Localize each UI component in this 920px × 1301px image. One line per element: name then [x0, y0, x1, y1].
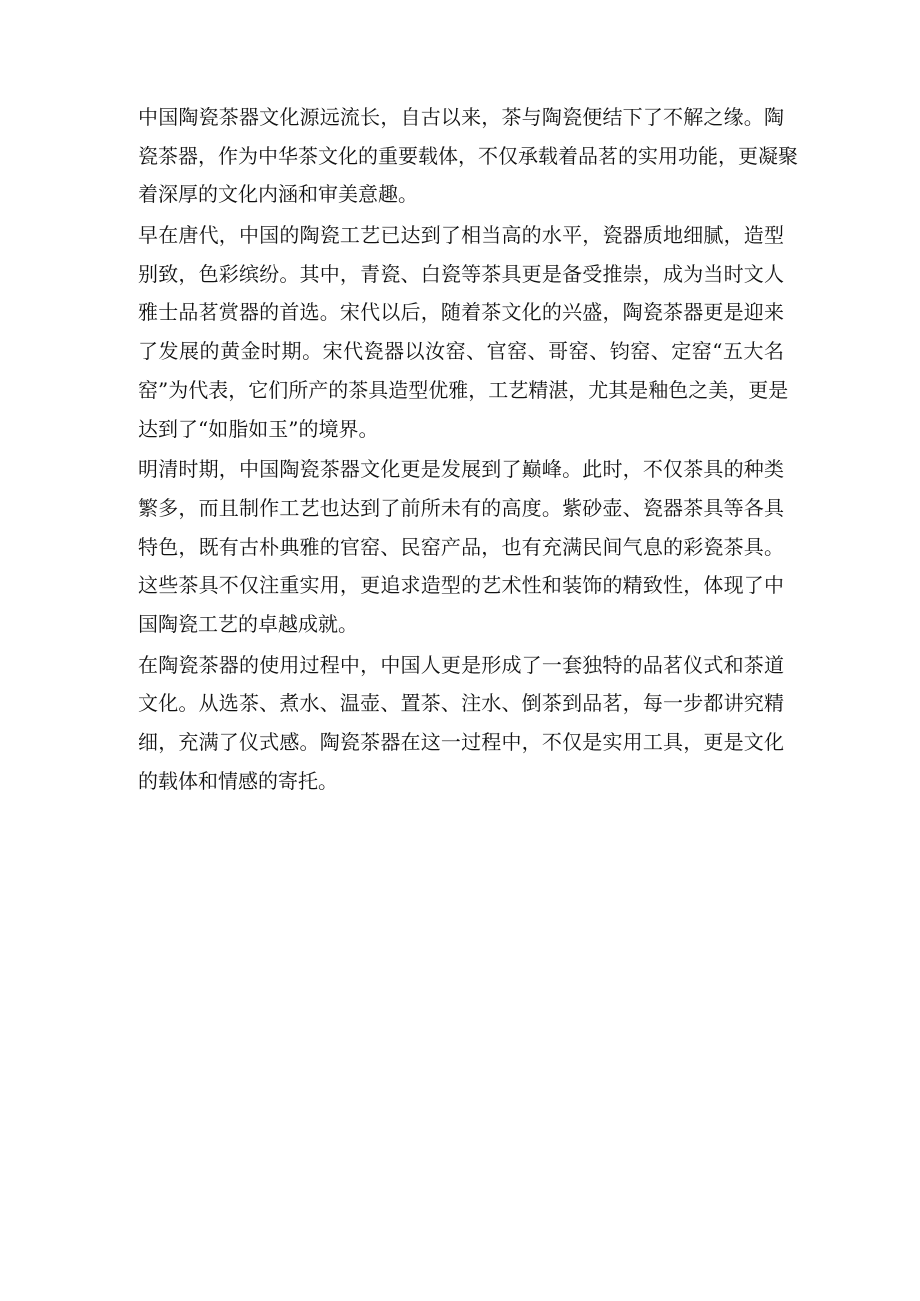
paragraph-line: 达到了“如脂如玉”的境界。 — [138, 416, 379, 441]
paragraph-line: 着深厚的文化内涵和审美意趣。 — [138, 182, 418, 207]
paragraph-line: 瓷茶器，作为中华茶文化的重要载体，不仅承载着品茗的实用功能，更凝聚 — [138, 143, 798, 168]
paragraph-1 — [138, 98, 798, 214]
paragraph-line: 别致，色彩缤纷。其中，青瓷、白瓷等茶具更是备受推崇，成为当时文人 — [138, 261, 784, 286]
paragraph-line: 文化。从选茶、煮水、温壶、置茶、注水、倒茶到品茗，每一步都讲究精 — [138, 691, 784, 716]
paragraph-line: 国陶瓷工艺的卓越成就。 — [138, 611, 358, 636]
paragraph-line: 特色，既有古朴典雅的官窑、民窑产品，也有充满民间气息的彩瓷茶具。 — [138, 534, 784, 559]
paragraph-line: 窑”为代表，它们所产的茶具造型优雅，工艺精湛，尤其是釉色之美，更是 — [138, 377, 789, 402]
paragraph-line: 早在唐代，中国的陶瓷工艺已达到了相当高的水平，瓷器质地细腻，造型 — [138, 223, 784, 248]
paragraph-line: 明清时期，中国陶瓷茶器文化更是发展到了巅峰。此时，不仅茶具的种类 — [138, 457, 784, 482]
paragraph-4 — [138, 646, 784, 801]
paragraph-line: 中国陶瓷茶器文化源远流长，自古以来，茶与陶瓷便结下了不解之缘。陶 — [138, 105, 784, 129]
paragraph-2 — [138, 216, 789, 448]
document-body — [138, 98, 798, 802]
paragraph-line: 繁多，而且制作工艺也达到了前所未有的高度。紫砂壶、瓷器茶具等各具 — [138, 495, 784, 520]
paragraph-line: 雅士品茗赏器的首选。宋代以后，随着茶文化的兴盛，陶瓷茶器更是迎来 — [138, 300, 784, 325]
paragraph-line: 这些茶具不仅注重实用，更追求造型的艺术性和装饰的精致性，体现了中 — [138, 573, 784, 598]
paragraph-3 — [138, 450, 784, 643]
paragraph-line: 细，充满了仪式感。陶瓷茶器在这一过程中，不仅是实用工具，更是文化 — [138, 730, 784, 754]
paragraph-line: 了发展的黄金时期。宋代瓷器以汝窑、官窑、哥窑、钧窑、定窑“五大名 — [138, 339, 784, 364]
paragraph-line: 在陶瓷茶器的使用过程中，中国人更是形成了一套独特的品茗仪式和茶道 — [138, 652, 784, 677]
paragraph-line: 的载体和情感的寄托。 — [138, 768, 338, 793]
